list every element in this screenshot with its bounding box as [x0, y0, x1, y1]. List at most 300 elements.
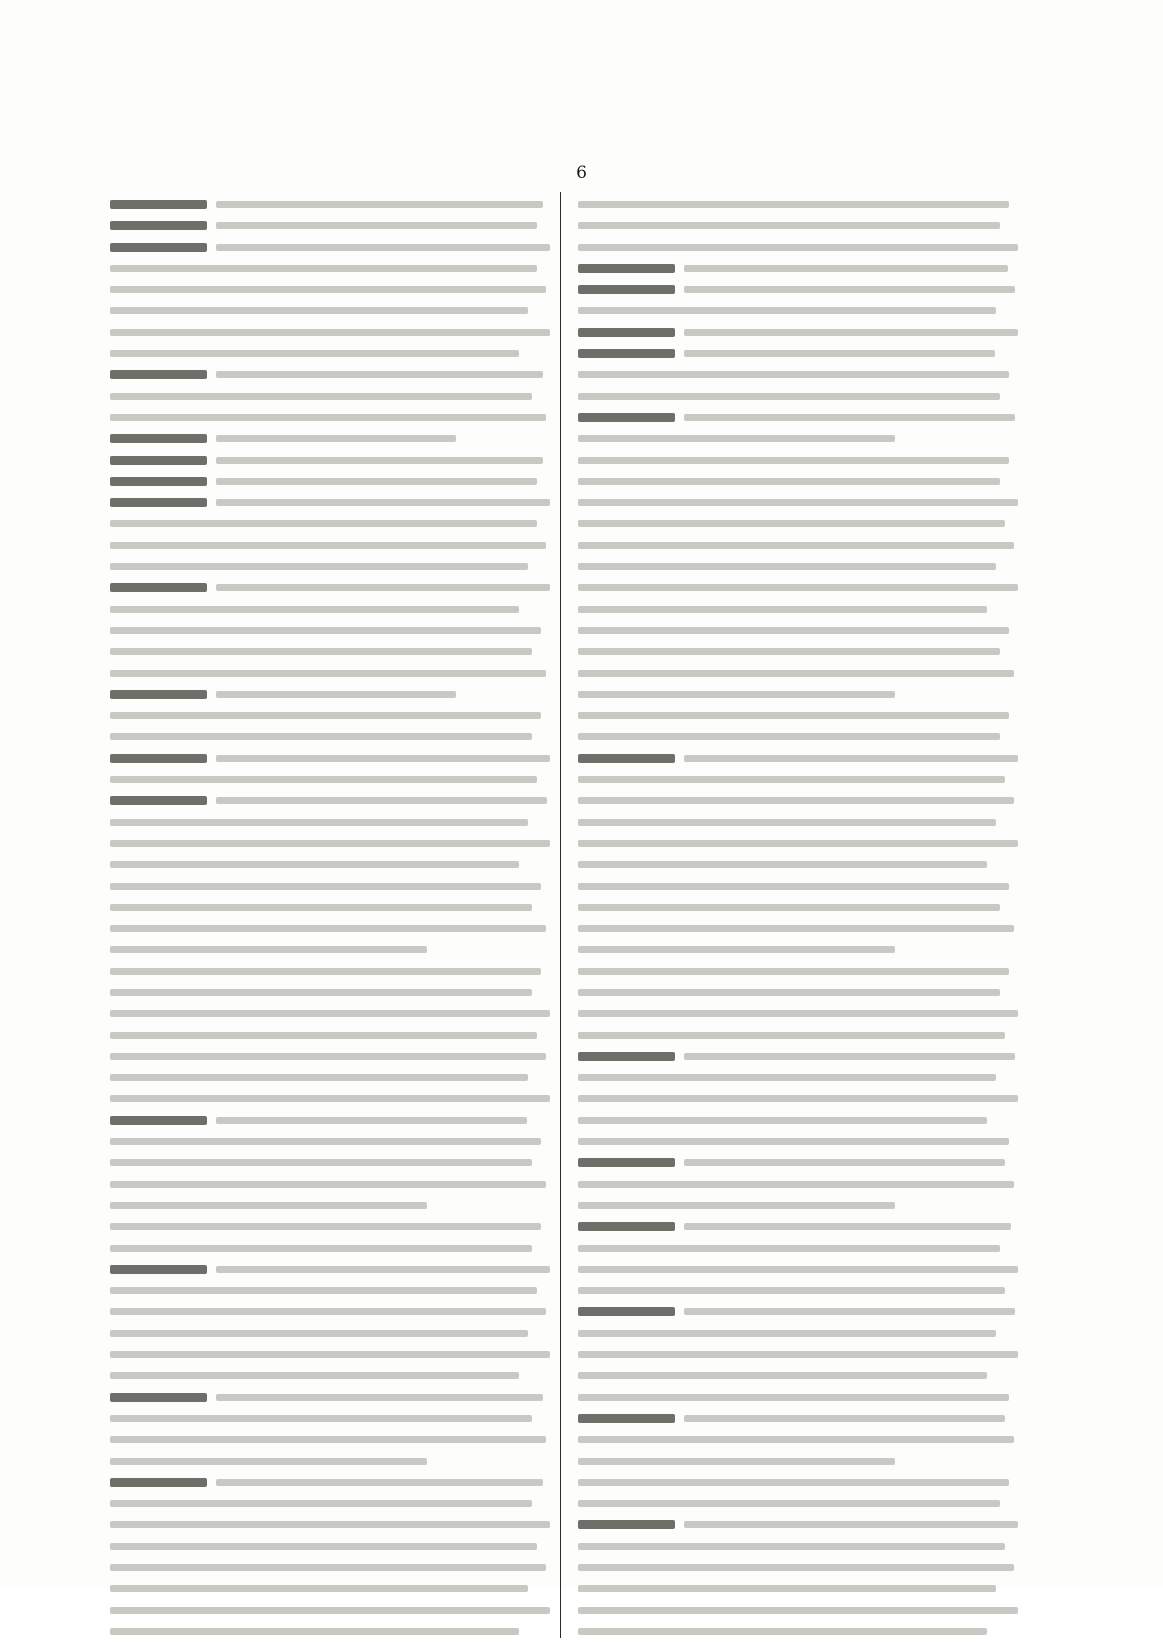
text-line-bar [578, 776, 1005, 783]
text-line [110, 258, 550, 279]
text-line [110, 300, 550, 321]
text-line [110, 471, 550, 492]
text-line [578, 279, 1018, 300]
text-line-bar [110, 1628, 519, 1635]
text-line-bar [216, 691, 457, 698]
text-line-bar [578, 584, 1018, 591]
text-line-bar [578, 1607, 1018, 1614]
text-line [110, 1216, 550, 1237]
text-line [110, 1131, 550, 1152]
text-line [578, 1301, 1018, 1322]
headword-mark [110, 1393, 207, 1402]
text-line-bar [578, 520, 1005, 527]
text-line-bar [110, 861, 519, 868]
text-line-bar [578, 1032, 1005, 1039]
text-line-bar [110, 414, 546, 421]
text-line-bar [578, 1117, 987, 1124]
text-line-bar [578, 222, 1000, 229]
text-line [578, 535, 1018, 556]
text-line-bar [578, 499, 1018, 506]
text-line-bar [216, 1479, 544, 1486]
text-line-bar [684, 265, 1008, 272]
text-line [110, 705, 550, 726]
text-line-bar [578, 1010, 1018, 1017]
text-line-bar [216, 499, 550, 506]
text-line-bar [110, 1415, 532, 1422]
text-line-bar [578, 606, 987, 613]
text-line-bar [110, 329, 550, 336]
text-line [578, 1493, 1018, 1514]
text-line [110, 769, 550, 790]
text-line [110, 1365, 550, 1386]
text-line [110, 790, 550, 811]
text-line-bar [110, 286, 546, 293]
text-line-bar [578, 393, 1000, 400]
text-line [578, 1003, 1018, 1024]
headword-mark [110, 477, 207, 486]
text-line [110, 961, 550, 982]
text-line-bar [578, 968, 1009, 975]
text-line-bar [110, 1564, 546, 1571]
text-line-bar [110, 670, 546, 677]
text-line [110, 641, 550, 662]
text-line-bar [110, 1607, 550, 1614]
text-line-bar [110, 393, 532, 400]
headword-mark [110, 200, 207, 209]
headword-mark [110, 1116, 207, 1125]
text-line-bar [578, 691, 895, 698]
text-line-bar [684, 414, 1015, 421]
text-line-bar [216, 797, 547, 804]
headword-mark [578, 264, 675, 273]
text-line-bar [578, 904, 1000, 911]
text-line [578, 1152, 1018, 1173]
text-line [578, 1600, 1018, 1621]
text-line [110, 428, 550, 449]
text-line-bar [110, 1095, 550, 1102]
headword-mark [110, 221, 207, 230]
text-line-bar [216, 1266, 550, 1273]
text-line [578, 1387, 1018, 1408]
text-line [110, 684, 550, 705]
text-line [110, 1408, 550, 1429]
text-line-bar [578, 797, 1014, 804]
text-line [110, 279, 550, 300]
text-line [110, 343, 550, 364]
text-line-bar [110, 904, 532, 911]
text-line-bar [684, 350, 995, 357]
text-line [110, 386, 550, 407]
text-line-bar [110, 776, 537, 783]
text-line [578, 322, 1018, 343]
text-line [578, 1067, 1018, 1088]
text-line [110, 1238, 550, 1259]
text-line [578, 748, 1018, 769]
text-line-bar [110, 1543, 537, 1550]
text-line-bar [578, 435, 895, 442]
text-line-bar [110, 542, 546, 549]
text-line-bar [110, 627, 541, 634]
text-line-bar [110, 1308, 546, 1315]
text-line-bar [578, 201, 1009, 208]
text-line-bar [578, 819, 996, 826]
text-line-bar [578, 1181, 1014, 1188]
text-line-bar [216, 755, 550, 762]
left-column [110, 194, 550, 1642]
text-line-bar [578, 1266, 1018, 1273]
text-line [578, 1536, 1018, 1557]
text-line [110, 450, 550, 471]
headword-mark [578, 1222, 675, 1231]
text-line-bar [110, 883, 541, 890]
text-line [578, 386, 1018, 407]
text-line-bar [578, 733, 1000, 740]
text-line [578, 641, 1018, 662]
text-line-bar [578, 1585, 996, 1592]
text-line-bar [110, 1521, 550, 1528]
text-line [578, 1280, 1018, 1301]
text-line [578, 1514, 1018, 1535]
text-line-bar [110, 1500, 532, 1507]
text-line-bar [110, 1287, 537, 1294]
text-line [578, 577, 1018, 598]
text-line-bar [578, 670, 1014, 677]
text-line [110, 1387, 550, 1408]
headword-mark [578, 1052, 675, 1061]
text-line [110, 577, 550, 598]
headword-mark [578, 1520, 675, 1529]
text-line [578, 769, 1018, 790]
right-column [578, 194, 1018, 1642]
text-line-bar [110, 1436, 546, 1443]
headword-mark [110, 370, 207, 379]
text-line-bar [110, 946, 427, 953]
text-line-bar [578, 478, 1000, 485]
text-line [110, 1174, 550, 1195]
text-line [110, 1323, 550, 1344]
text-line [110, 1067, 550, 1088]
text-line-bar [578, 1628, 987, 1635]
text-line-bar [578, 457, 1009, 464]
text-line [578, 1472, 1018, 1493]
text-line-bar [110, 606, 519, 613]
text-line [110, 854, 550, 875]
text-line-bar [216, 457, 544, 464]
text-line [110, 1536, 550, 1557]
text-line-bar [578, 1372, 987, 1379]
text-line-bar [216, 201, 544, 208]
text-line-bar [578, 1543, 1005, 1550]
text-line [578, 982, 1018, 1003]
text-line-bar [110, 350, 519, 357]
text-line-bar [578, 1245, 1000, 1252]
text-line-bar [578, 1074, 996, 1081]
text-line-bar [578, 371, 1009, 378]
text-line [110, 322, 550, 343]
text-line-bar [578, 542, 1014, 549]
text-line [110, 1344, 550, 1365]
headword-mark [578, 413, 675, 422]
text-line-bar [110, 1202, 427, 1209]
text-line-bar [110, 307, 528, 314]
text-line [110, 492, 550, 513]
text-line-bar [110, 1053, 546, 1060]
text-line-bar [216, 222, 537, 229]
text-line-bar [216, 478, 537, 485]
text-line [578, 876, 1018, 897]
text-line [110, 237, 550, 258]
text-line-bar [684, 329, 1018, 336]
text-line [578, 939, 1018, 960]
text-line [578, 854, 1018, 875]
text-line-bar [578, 1351, 1018, 1358]
text-line-bar [216, 584, 550, 591]
text-line [578, 1259, 1018, 1280]
text-line [110, 1621, 550, 1642]
text-line-bar [110, 1585, 528, 1592]
text-line [110, 876, 550, 897]
text-line-bar [578, 1479, 1009, 1486]
text-line-bar [110, 1223, 541, 1230]
text-line-bar [110, 1138, 541, 1145]
text-line [578, 620, 1018, 641]
headword-mark [578, 754, 675, 763]
text-line [578, 1557, 1018, 1578]
text-line-bar [578, 1202, 895, 1209]
text-line-bar [578, 712, 1009, 719]
text-line-bar [578, 1287, 1005, 1294]
text-line [578, 300, 1018, 321]
text-line-bar [578, 648, 1000, 655]
text-line-bar [684, 1521, 1018, 1528]
text-line-bar [578, 946, 895, 953]
text-line [578, 705, 1018, 726]
text-line [578, 1216, 1018, 1237]
text-line-bar [110, 1159, 532, 1166]
text-line-bar [110, 648, 532, 655]
text-line-bar [578, 1138, 1009, 1145]
text-line-bar [684, 286, 1015, 293]
text-line [110, 364, 550, 385]
text-line [578, 684, 1018, 705]
text-line [578, 599, 1018, 620]
text-line [110, 215, 550, 236]
text-line [578, 897, 1018, 918]
text-line-bar [110, 1010, 550, 1017]
headword-mark [110, 456, 207, 465]
text-line-bar [216, 435, 457, 442]
text-line-bar [110, 1351, 550, 1358]
text-line-bar [578, 1095, 1018, 1102]
text-line [578, 1451, 1018, 1472]
text-line [578, 492, 1018, 513]
text-line [110, 1557, 550, 1578]
text-line-bar [578, 840, 1018, 847]
text-line-bar [110, 925, 546, 932]
text-line [578, 812, 1018, 833]
text-line [110, 748, 550, 769]
text-line-bar [110, 840, 550, 847]
text-line [578, 1131, 1018, 1152]
text-line-bar [110, 1181, 546, 1188]
text-line [578, 1429, 1018, 1450]
text-line [110, 1578, 550, 1599]
text-line-bar [578, 1500, 1000, 1507]
text-line [110, 1088, 550, 1109]
text-line [110, 1003, 550, 1024]
text-line [110, 599, 550, 620]
text-line [578, 194, 1018, 215]
text-line-bar [110, 989, 532, 996]
text-line [110, 407, 550, 428]
text-line [578, 1323, 1018, 1344]
headword-mark [578, 1307, 675, 1316]
text-line [578, 343, 1018, 364]
text-line [578, 215, 1018, 236]
text-line-bar [684, 1223, 1012, 1230]
text-line [578, 1621, 1018, 1642]
text-line-bar [578, 563, 996, 570]
text-line [578, 258, 1018, 279]
text-line [578, 556, 1018, 577]
text-line-bar [684, 755, 1018, 762]
headword-mark [110, 434, 207, 443]
text-line [110, 513, 550, 534]
text-line [110, 620, 550, 641]
text-line [110, 556, 550, 577]
text-line [578, 1025, 1018, 1046]
headword-mark [578, 349, 675, 358]
headword-mark [110, 754, 207, 763]
text-line [110, 1152, 550, 1173]
text-line [110, 1451, 550, 1472]
column-divider [560, 192, 561, 1638]
text-line [110, 812, 550, 833]
text-line [110, 918, 550, 939]
text-line [578, 513, 1018, 534]
text-line [110, 1025, 550, 1046]
text-line-bar [578, 883, 1009, 890]
headword-mark [578, 1414, 675, 1423]
text-line [578, 726, 1018, 747]
text-line-bar [578, 307, 996, 314]
text-line [110, 982, 550, 1003]
text-line-bar [684, 1159, 1005, 1166]
headword-mark [578, 285, 675, 294]
headword-mark [110, 583, 207, 592]
text-line [578, 1046, 1018, 1067]
text-line [110, 833, 550, 854]
headword-mark [110, 1478, 207, 1487]
text-line [578, 790, 1018, 811]
text-line-bar [110, 1458, 427, 1465]
text-line-bar [216, 244, 550, 251]
text-line [110, 1046, 550, 1067]
text-line [578, 407, 1018, 428]
text-line-bar [684, 1415, 1005, 1422]
text-line [110, 1514, 550, 1535]
headword-mark [578, 1158, 675, 1167]
text-line-bar [578, 925, 1014, 932]
text-line-bar [578, 627, 1009, 634]
text-line [110, 1259, 550, 1280]
text-line [110, 897, 550, 918]
text-line-bar [110, 265, 537, 272]
text-line-bar [578, 1394, 1009, 1401]
text-line-bar [110, 1330, 528, 1337]
text-line [578, 1238, 1018, 1259]
text-line-bar [110, 819, 528, 826]
text-line [110, 1195, 550, 1216]
text-line [578, 471, 1018, 492]
text-line [110, 1472, 550, 1493]
text-line [578, 1365, 1018, 1386]
text-line-bar [578, 861, 987, 868]
text-line [578, 918, 1018, 939]
text-line-bar [578, 1458, 895, 1465]
page-number: 6 [576, 163, 587, 183]
headword-mark [578, 328, 675, 337]
text-line-bar [578, 989, 1000, 996]
text-line-bar [216, 1394, 544, 1401]
text-line [578, 364, 1018, 385]
text-line [110, 1493, 550, 1514]
text-line-bar [684, 1308, 1015, 1315]
text-line [578, 1195, 1018, 1216]
text-line-bar [110, 520, 537, 527]
text-line [110, 1301, 550, 1322]
headword-mark [110, 690, 207, 699]
text-line-bar [216, 1117, 527, 1124]
text-line [578, 833, 1018, 854]
text-line [578, 663, 1018, 684]
text-line-bar [110, 1372, 519, 1379]
text-line [110, 1429, 550, 1450]
text-line [110, 726, 550, 747]
text-line-bar [110, 968, 541, 975]
text-line-bar [110, 563, 528, 570]
text-line [110, 194, 550, 215]
text-line-bar [110, 1074, 528, 1081]
text-line [578, 1578, 1018, 1599]
text-line [110, 663, 550, 684]
text-line [578, 428, 1018, 449]
text-line [110, 939, 550, 960]
text-line-bar [110, 733, 532, 740]
headword-mark [110, 796, 207, 805]
text-line [110, 1280, 550, 1301]
headword-mark [110, 243, 207, 252]
text-line [110, 535, 550, 556]
headword-mark [110, 1265, 207, 1274]
text-line [110, 1110, 550, 1131]
text-line [578, 450, 1018, 471]
headword-mark [110, 498, 207, 507]
text-line [578, 1174, 1018, 1195]
text-line-bar [684, 1053, 1015, 1060]
text-line-bar [578, 1436, 1014, 1443]
text-line-bar [578, 1330, 996, 1337]
text-line [578, 961, 1018, 982]
text-line [578, 1344, 1018, 1365]
text-line-bar [110, 712, 541, 719]
text-line [578, 1088, 1018, 1109]
text-line-bar [110, 1245, 532, 1252]
text-line [578, 237, 1018, 258]
text-line [578, 1110, 1018, 1131]
text-line [578, 1408, 1018, 1429]
text-line-bar [216, 371, 544, 378]
